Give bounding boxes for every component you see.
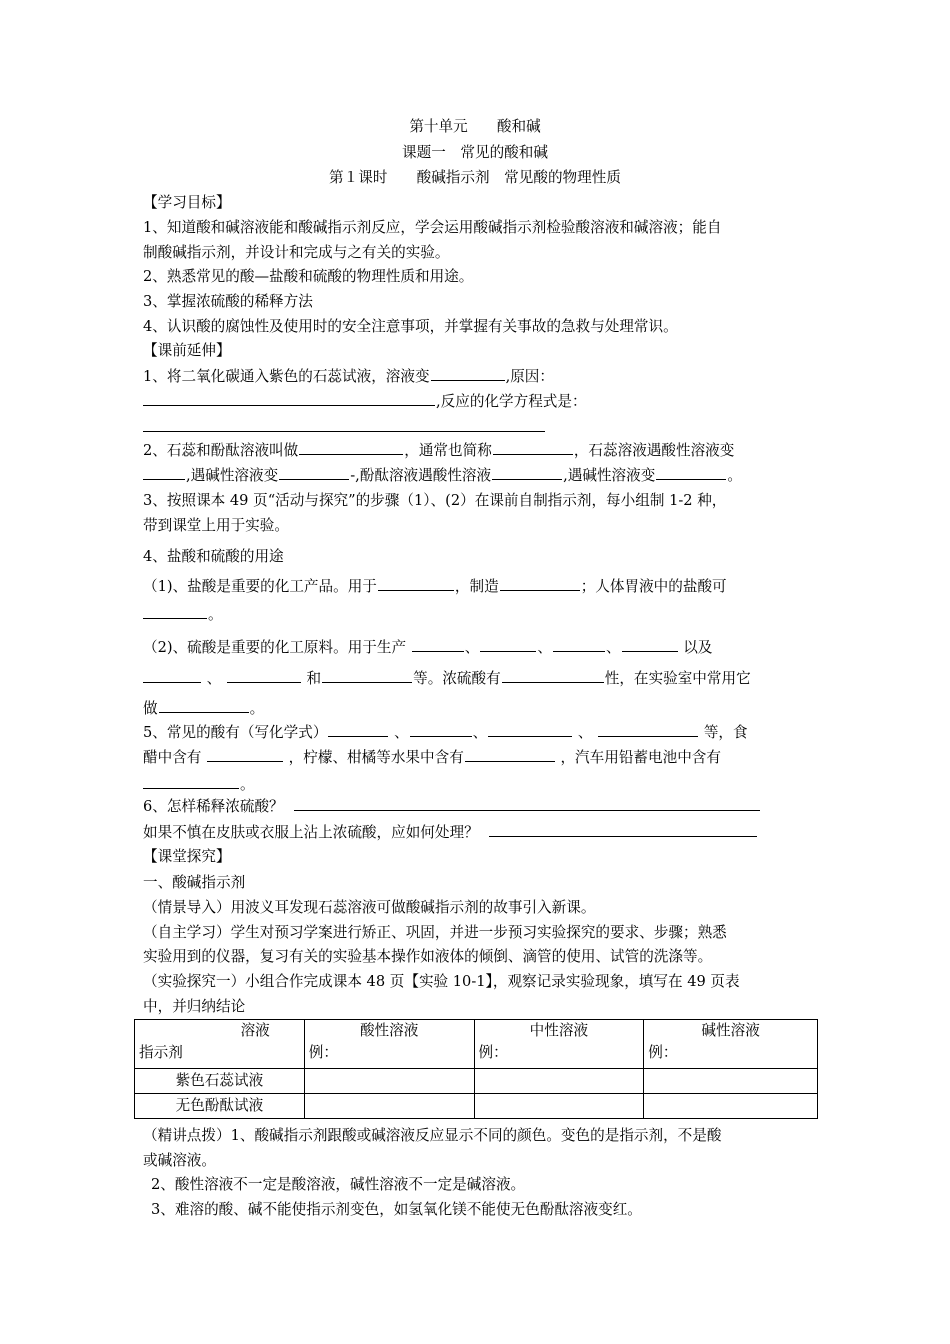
objective-3: 3、掌握浓硫酸的稀释方法	[143, 293, 313, 310]
table-cell[interactable]	[644, 1069, 818, 1094]
answer-blank[interactable]	[656, 465, 726, 480]
question-2-line2: ,遇碱性溶液变 -,酚酞溶液遇酸性溶液 ,遇碱性溶液变 。	[143, 465, 742, 487]
answer-blank[interactable]	[143, 431, 545, 432]
table-cell[interactable]	[474, 1069, 644, 1094]
question-2-line1: 2、石蕊和酚酞溶液叫做 ，通常也简称 ，石蕊溶液遇酸性溶液变	[143, 442, 735, 459]
answer-blank[interactable]	[143, 668, 201, 683]
objective-1b: 制酸碱指示剂，并设计和完成与之有关的实验。	[143, 244, 450, 261]
answer-blank[interactable]	[489, 822, 757, 837]
answer-blank[interactable]	[322, 668, 412, 683]
note-3: 3、难溶的酸、碱不能使指示剂变色，如氢氧化镁不能使无色酚酞溶液变红。	[151, 1201, 642, 1218]
table-corner-cell: 溶液 指示剂	[135, 1020, 305, 1069]
section-indicators: 一、酸碱指示剂	[143, 874, 246, 891]
question-6b: 如果不慎在皮肤或衣服上沾上浓硫酸，应如何处理？	[143, 822, 758, 844]
experiment-a: （实验探究一）小组合作完成课本 48 页【实验 10-1】，观察记录实验现象，填写在 49 页表	[143, 973, 740, 990]
answer-blank[interactable]	[553, 637, 605, 652]
answer-blank[interactable]	[378, 576, 454, 591]
answer-blank[interactable]	[465, 747, 555, 762]
experiment-b: 中，并归纳结论	[143, 998, 246, 1015]
intro-paragraph: （情景导入）用波义耳发现石蕊溶液可做酸碱指示剂的故事引入新课。	[143, 899, 596, 916]
answer-blank[interactable]	[143, 391, 435, 406]
objective-4: 4、认识酸的腐蚀性及使用时的安全注意事项，并掌握有关事故的急救与处理常识。	[143, 318, 678, 335]
answer-blank[interactable]	[493, 440, 573, 455]
question-5-cont: 醋中含有 ，柠檬、柑橘等水果中含有 ，汽车用铅蓄电池中含有	[143, 749, 721, 766]
question-3a: 3、按照课本 49 页“活动与探究”的步骤（1）、(2）在课前自制指示剂，每小组制 1-2 种，	[143, 492, 727, 509]
note-1a: （精讲点拨）1、酸碱指示剂跟酸或碱溶液反应显示不同的颜色。变色的是指示剂，不是酸	[143, 1127, 722, 1144]
question-6a: 6、怎样稀释浓硫酸？	[143, 796, 761, 818]
lesson-title: 第１课时 酸碱指示剂 常见酸的物理性质	[329, 169, 621, 186]
question-1-line2: ,反应的化学方程式是：	[143, 391, 587, 413]
question-4-1: （1)、盐酸是重要的化工产品。用于 ，制造 ；人体胃液中的盐酸可	[143, 578, 727, 595]
answer-blank[interactable]	[598, 722, 698, 737]
table-cell[interactable]	[304, 1069, 474, 1094]
self-study-a: （自主学习）学生对预习学案进行矫正、巩固，并进一步预习实验探究的要求、步骤；熟悉	[143, 924, 727, 941]
table-row	[135, 1094, 818, 1119]
answer-blank[interactable]	[143, 604, 207, 619]
question-3b: 带到课堂上用于实验。	[143, 517, 289, 534]
answer-blank[interactable]	[622, 637, 678, 652]
question-1-line1: 1、将二氧化碳通入紫色的石蕊试液，溶液变 ,原因：	[143, 368, 554, 385]
header-acidic: 酸性溶液 例：	[304, 1020, 474, 1069]
question-4-2: （2)、硫酸是重要的化工原料。用于生产 、 、 、 以及	[143, 639, 713, 656]
answer-blank[interactable]	[412, 637, 464, 652]
answer-blank[interactable]	[143, 465, 185, 480]
table-cell[interactable]	[304, 1094, 474, 1119]
answer-blank[interactable]	[299, 440, 403, 455]
self-study-b: 实验用到的仪器，复习有关的实验基本操作如液体的倾倒、滴管的使用、试管的洗涤等。	[143, 948, 713, 965]
question-4: 4、盐酸和硫酸的用途	[143, 548, 284, 565]
question-5: 5、常见的酸有（写化学式） 、 、 、 等，食	[143, 724, 748, 741]
table-cell[interactable]	[644, 1094, 818, 1119]
answer-blank[interactable]	[279, 465, 349, 480]
question-4-2-cont2: 做 。	[143, 700, 265, 717]
answer-blank[interactable]	[143, 774, 239, 789]
answer-blank[interactable]	[410, 722, 472, 737]
question-5-cont2: 。	[143, 774, 255, 796]
objective-2: 2、熟悉常见的酸—盐酸和硫酸的物理性质和用途。	[143, 268, 474, 285]
table-row	[135, 1069, 818, 1094]
table-cell[interactable]	[474, 1094, 644, 1119]
question-4-1-cont: 。	[143, 604, 223, 626]
answer-blank[interactable]	[207, 747, 283, 762]
header-neutral: 中性溶液 例：	[474, 1020, 644, 1069]
question-4-2-cont: 、 和 等。浓硫酸有 性，在实验室中常用它	[143, 668, 751, 690]
indicator-table	[134, 1019, 818, 1119]
row-label-litmus: 紫色石蕊试液	[135, 1069, 305, 1094]
table-header-row	[135, 1020, 818, 1069]
answer-blank[interactable]	[480, 637, 536, 652]
topic-title: 课题一 常见的酸和碱	[402, 144, 548, 161]
answer-blank[interactable]	[294, 796, 760, 811]
row-label-phenolphthalein: 无色酚酞试液	[135, 1094, 305, 1119]
answer-blank[interactable]	[159, 698, 249, 713]
objective-1a: 1、知道酸和碱溶液能和酸碱指示剂反应，学会运用酸碱指示剂检验酸溶液和碱溶液；能自	[143, 219, 722, 236]
answer-blank[interactable]	[328, 722, 388, 737]
note-2: 2、酸性溶液不一定是酸溶液，碱性溶液不一定是碱溶液。	[151, 1176, 526, 1193]
unit-title: 第十单元 酸和碱	[409, 118, 541, 135]
answer-blank[interactable]	[488, 722, 572, 737]
answer-blank[interactable]	[502, 668, 604, 683]
preview-heading: 【课前延伸】	[143, 342, 231, 359]
note-1b: 或碱溶液。	[143, 1152, 216, 1169]
header-basic: 碱性溶液 例：	[644, 1020, 818, 1069]
answer-blank[interactable]	[500, 576, 580, 591]
answer-blank[interactable]	[431, 366, 505, 381]
classroom-heading: 【课堂探究】	[143, 848, 231, 865]
answer-blank[interactable]	[227, 668, 301, 683]
objectives-heading: 【学习目标】	[143, 194, 231, 211]
answer-blank[interactable]	[492, 465, 562, 480]
